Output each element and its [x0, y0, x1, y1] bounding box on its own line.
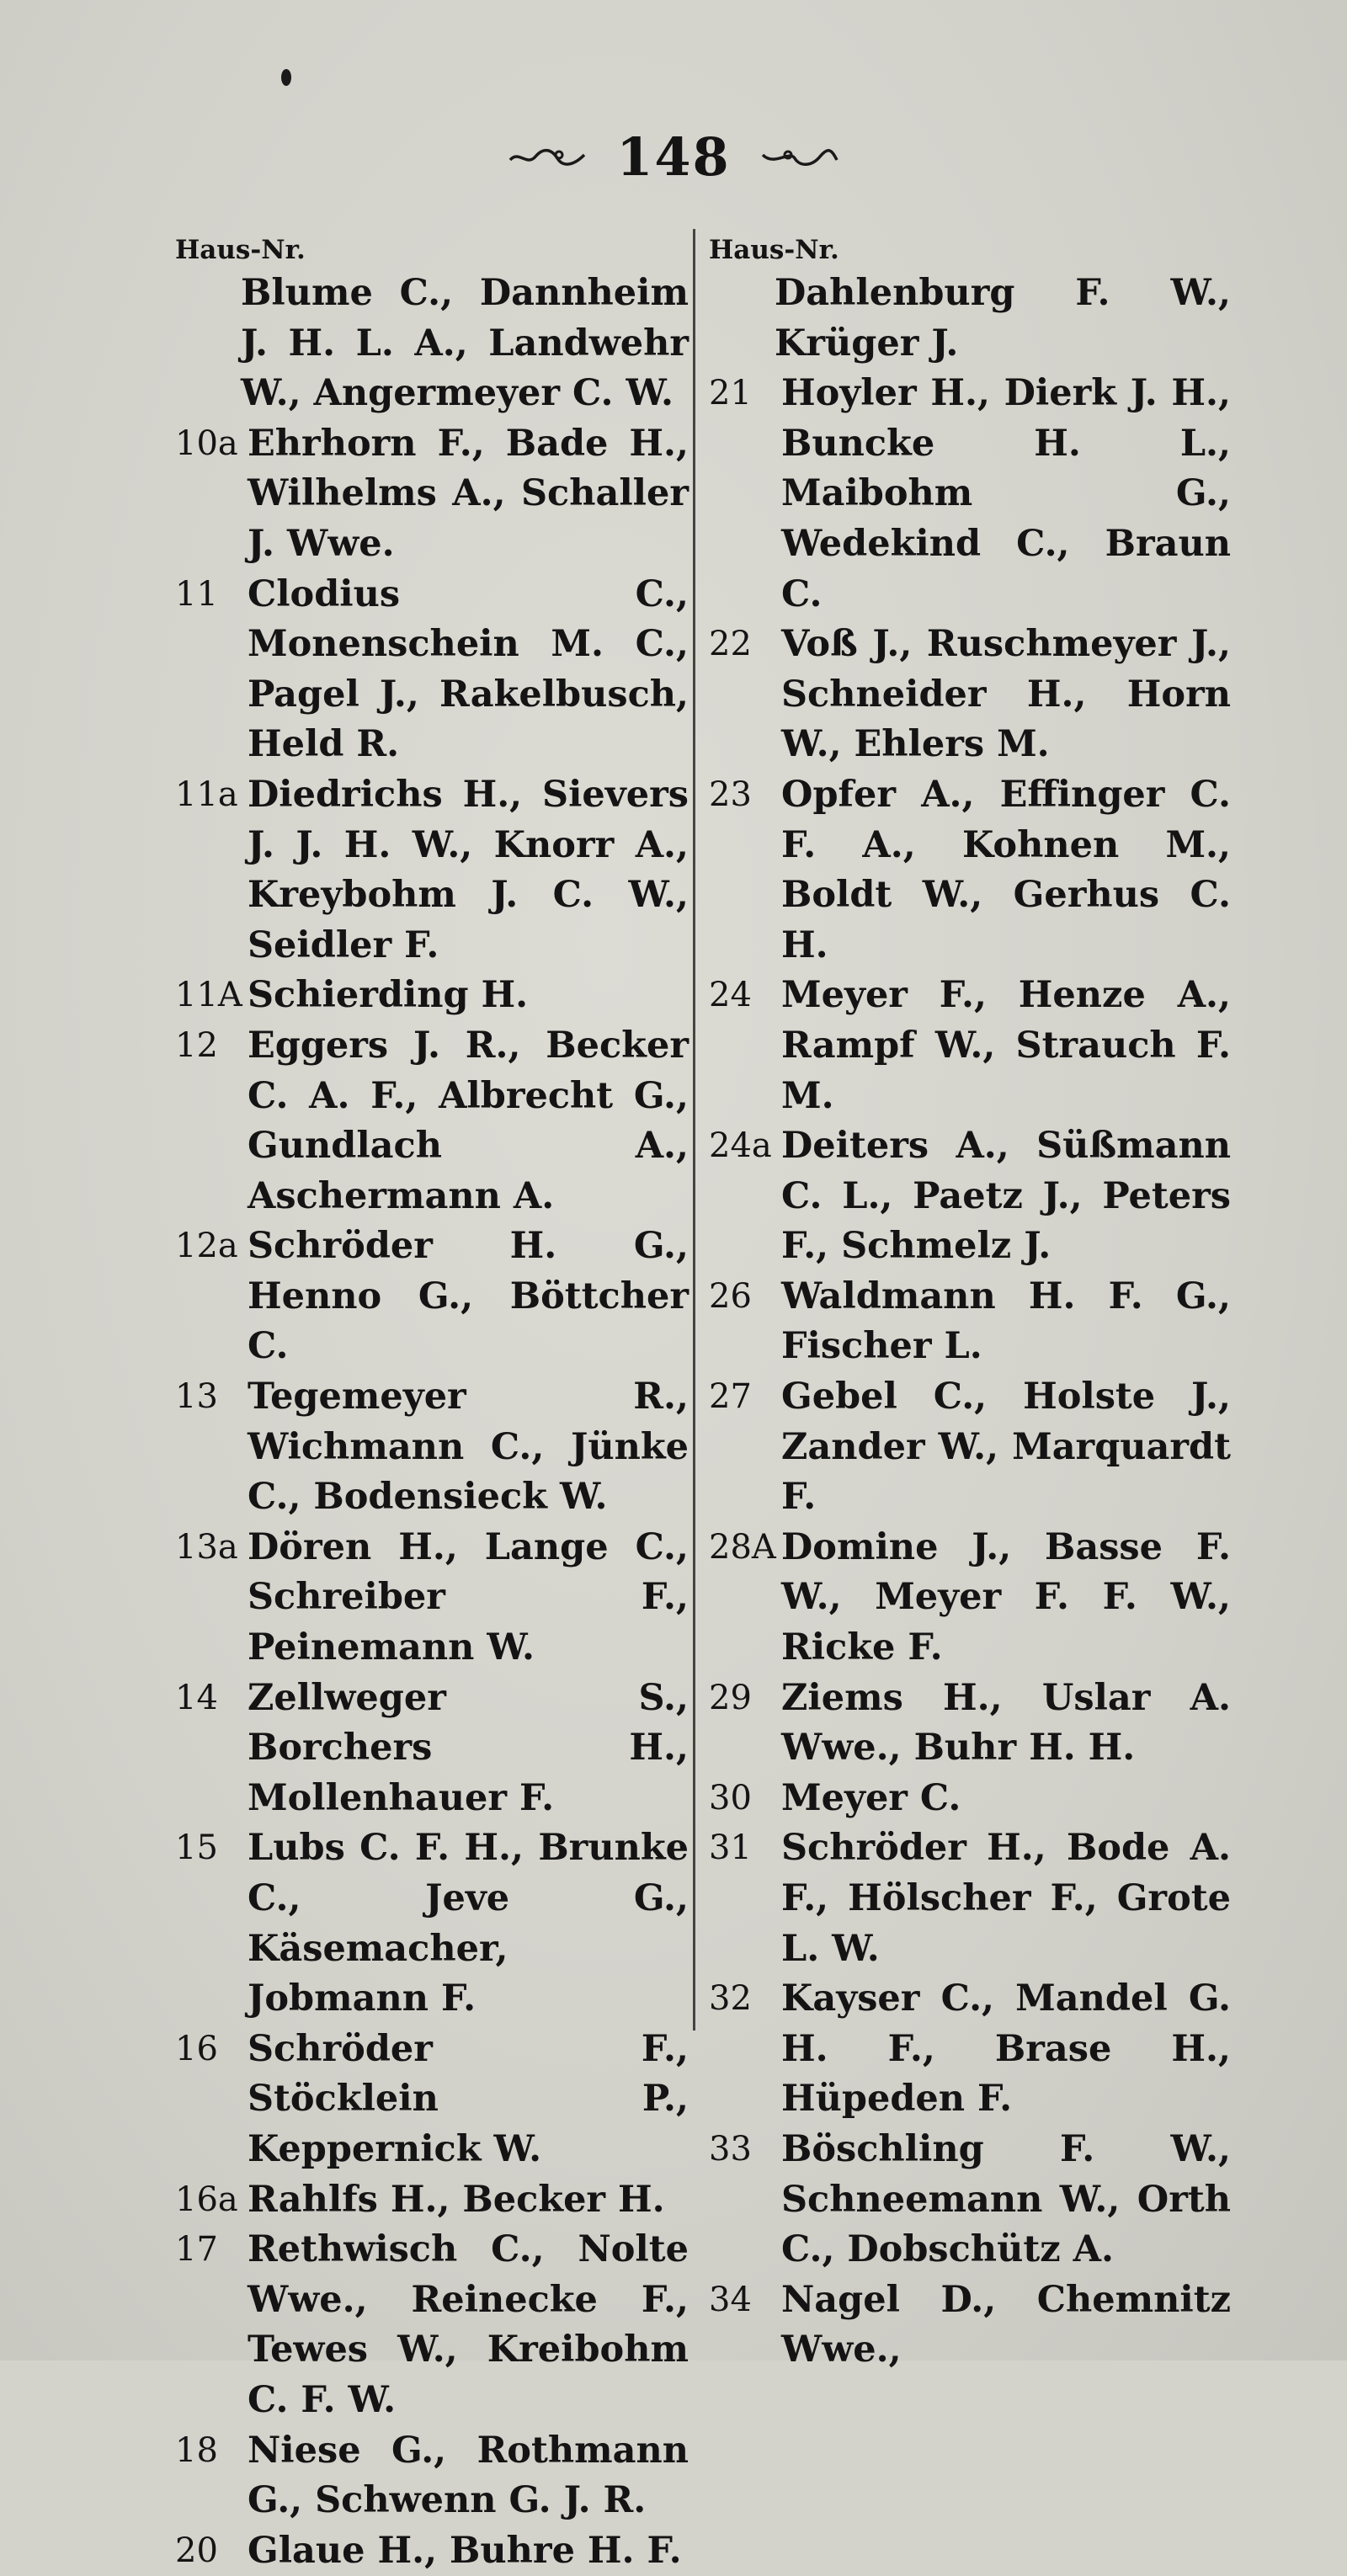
house-number: 22	[709, 625, 752, 664]
column-header: Haus-Nr.	[175, 235, 306, 265]
resident-names: Glaue H., Buhre H. F.	[248, 2529, 682, 2572]
house-number: 16a	[175, 2179, 238, 2219]
page-header	[0, 126, 1347, 188]
house-number: 30	[709, 1778, 752, 1818]
resident-names: Deiters A., Süßmann C. L., Paetz J., Peters F., Schmelz J.	[781, 1125, 1231, 1268]
house-number: 24a	[709, 1126, 772, 1166]
list-item	[709, 2125, 1231, 2275]
house-number: 11	[175, 574, 218, 614]
list-item	[175, 2225, 689, 2425]
list-item	[175, 770, 689, 971]
house-number: 24	[709, 976, 752, 1015]
resident-names: Zellweger S., Borchers H., Mollenhauer F.	[248, 1676, 689, 1819]
resident-names: Ehrhorn F., Bade H., Wilhelms A., Schaller J. Wwe.	[248, 422, 689, 565]
list-item	[175, 971, 689, 1021]
list-item	[709, 1974, 1231, 2125]
resident-names: Hoyler H., Dierk J. H., Buncke H. L., Maibohm G., Wedekind C., Braun C.	[781, 372, 1231, 615]
resident-names: Dören H., Lange C., Schreiber F., Peinemann W.	[248, 1525, 689, 1669]
resident-names: Nagel D., Chemnitz Wwe.,	[781, 2278, 1231, 2371]
house-number: 17	[175, 2230, 218, 2270]
resident-names: Böschling F. W., Schneemann W., Orth C., Dobschütz A.	[781, 2127, 1231, 2271]
house-number: 15	[175, 1828, 218, 1868]
list-item	[709, 1272, 1231, 1372]
list-item	[709, 1674, 1231, 1774]
list-item	[709, 1121, 1231, 1272]
resident-names: Schröder H., Bode A. F., Hölscher F., Grote L. W.	[781, 1827, 1231, 1970]
right-column	[709, 232, 1231, 2376]
resident-names: Niese G., Rothmann G., Schwenn G. J. R.	[248, 2429, 689, 2522]
resident-names: Schröder F., Stöcklein P., Keppernick W.	[248, 2027, 689, 2170]
list-item	[709, 1774, 1231, 1824]
resident-names: Gebel C., Holste J., Zander W., Marquardt F.	[781, 1376, 1231, 1519]
page-number: 148	[616, 126, 731, 188]
list-item	[175, 1674, 689, 1824]
resident-names: Rahlfs H., Becker H.	[248, 2178, 665, 2221]
list-item	[175, 1823, 689, 2024]
house-number: 18	[175, 2430, 218, 2470]
house-number: 13a	[175, 1527, 238, 1567]
house-number: 28A	[709, 1527, 776, 1567]
list-item	[709, 620, 1231, 770]
resident-names: Lubs C. F. H., Brunke C., Jeve G., Käsemacher, Jobmann F.	[248, 1827, 689, 2020]
house-number: 13	[175, 1377, 218, 1417]
house-number: 33	[709, 2129, 752, 2169]
house-number: 11A	[175, 976, 242, 1015]
resident-names: Meyer F., Henze A., Rampf W., Strauch F. M.	[781, 974, 1231, 1117]
resident-names: Ziems H., Uslar A. Wwe., Buhr H. H.	[781, 1676, 1231, 1770]
house-number: 29	[709, 1678, 752, 1717]
list-item	[175, 2025, 689, 2175]
resident-names: Meyer C.	[781, 1776, 961, 1819]
list-item	[709, 1823, 1231, 1974]
ornament-left-icon	[507, 145, 588, 170]
resident-names: Voß J., Ruschmeyer J., Schneider H., Horn W., Ehlers M.	[781, 623, 1231, 766]
resident-names: Domine J., Basse F. W., Meyer F. F. W., Ricke F.	[781, 1525, 1231, 1669]
ink-spot	[281, 69, 291, 86]
resident-names: Rethwisch C., Nolte Wwe., Reinecke F., Tewes W., Kreibohm C. F. W.	[248, 2228, 689, 2421]
house-number: 12	[175, 1025, 218, 1065]
list-item	[709, 269, 1231, 369]
list-item	[709, 2275, 1231, 2376]
list-item	[709, 971, 1231, 1121]
house-number: 21	[709, 374, 752, 413]
house-number: 26	[709, 1276, 752, 1316]
list-item	[175, 2426, 689, 2526]
house-number: 16	[175, 2029, 218, 2068]
list-item	[175, 570, 689, 770]
house-number: 11a	[175, 774, 238, 814]
column-divider	[693, 229, 695, 2030]
house-number: 31	[709, 1828, 752, 1868]
list-item	[709, 1372, 1231, 1523]
resident-names: Opfer A., Effinger C. F. A., Kohnen M., Boldt W., Gerhus C. H.	[781, 773, 1231, 966]
resident-names: Tegemeyer R., Wichmann C., Jünke C., Bodensieck W.	[248, 1376, 689, 1519]
list-item	[175, 1221, 689, 1372]
house-number: 10a	[175, 423, 238, 463]
resident-names: Schröder H. G., Henno G., Böttcher C.	[248, 1225, 689, 1368]
list-item	[709, 1523, 1231, 1674]
resident-names: Waldmann H. F. G., Fischer L.	[781, 1275, 1231, 1368]
list-item	[709, 369, 1231, 620]
resident-names: Schierding H.	[248, 974, 529, 1017]
house-number: 34	[709, 2280, 752, 2319]
resident-names: Diedrichs H., Sievers J. J. H. W., Knorr A., Kreybohm J. C. W., Seidler F.	[248, 773, 689, 966]
list-item	[175, 1372, 689, 1523]
list-item	[175, 2526, 689, 2576]
house-number: 27	[709, 1377, 752, 1417]
house-number: 14	[175, 1678, 218, 1717]
left-column	[175, 232, 689, 2576]
list-item	[709, 770, 1231, 971]
ornament-right-icon	[759, 145, 840, 170]
house-number: 23	[709, 774, 752, 814]
house-number: 32	[709, 1979, 752, 2019]
list-item	[175, 419, 689, 570]
house-number: 12a	[175, 1227, 238, 1266]
list-item	[175, 2175, 689, 2226]
column-header: Haus-Nr.	[709, 235, 839, 265]
house-number: 20	[175, 2531, 218, 2570]
resident-names: Dahlenburg F. W., Krüger J.	[775, 272, 1231, 365]
resident-names: Clodius C., Monenschein M. C., Pagel J., Rakelbusch, Held R.	[248, 572, 689, 766]
list-item	[175, 1021, 689, 1221]
resident-names: Eggers J. R., Becker C. A. F., Albrecht G., Gundlach A., Aschermann A.	[248, 1024, 689, 1217]
list-item	[175, 1523, 689, 1674]
list-item	[175, 269, 689, 419]
resident-names: Blume C., Dannheim J. H. L. A., Landwehr W., Angermeyer C. W.	[241, 272, 689, 415]
resident-names: Kayser C., Mandel G. H. F., Brase H., Hüpeden F.	[781, 1977, 1231, 2121]
